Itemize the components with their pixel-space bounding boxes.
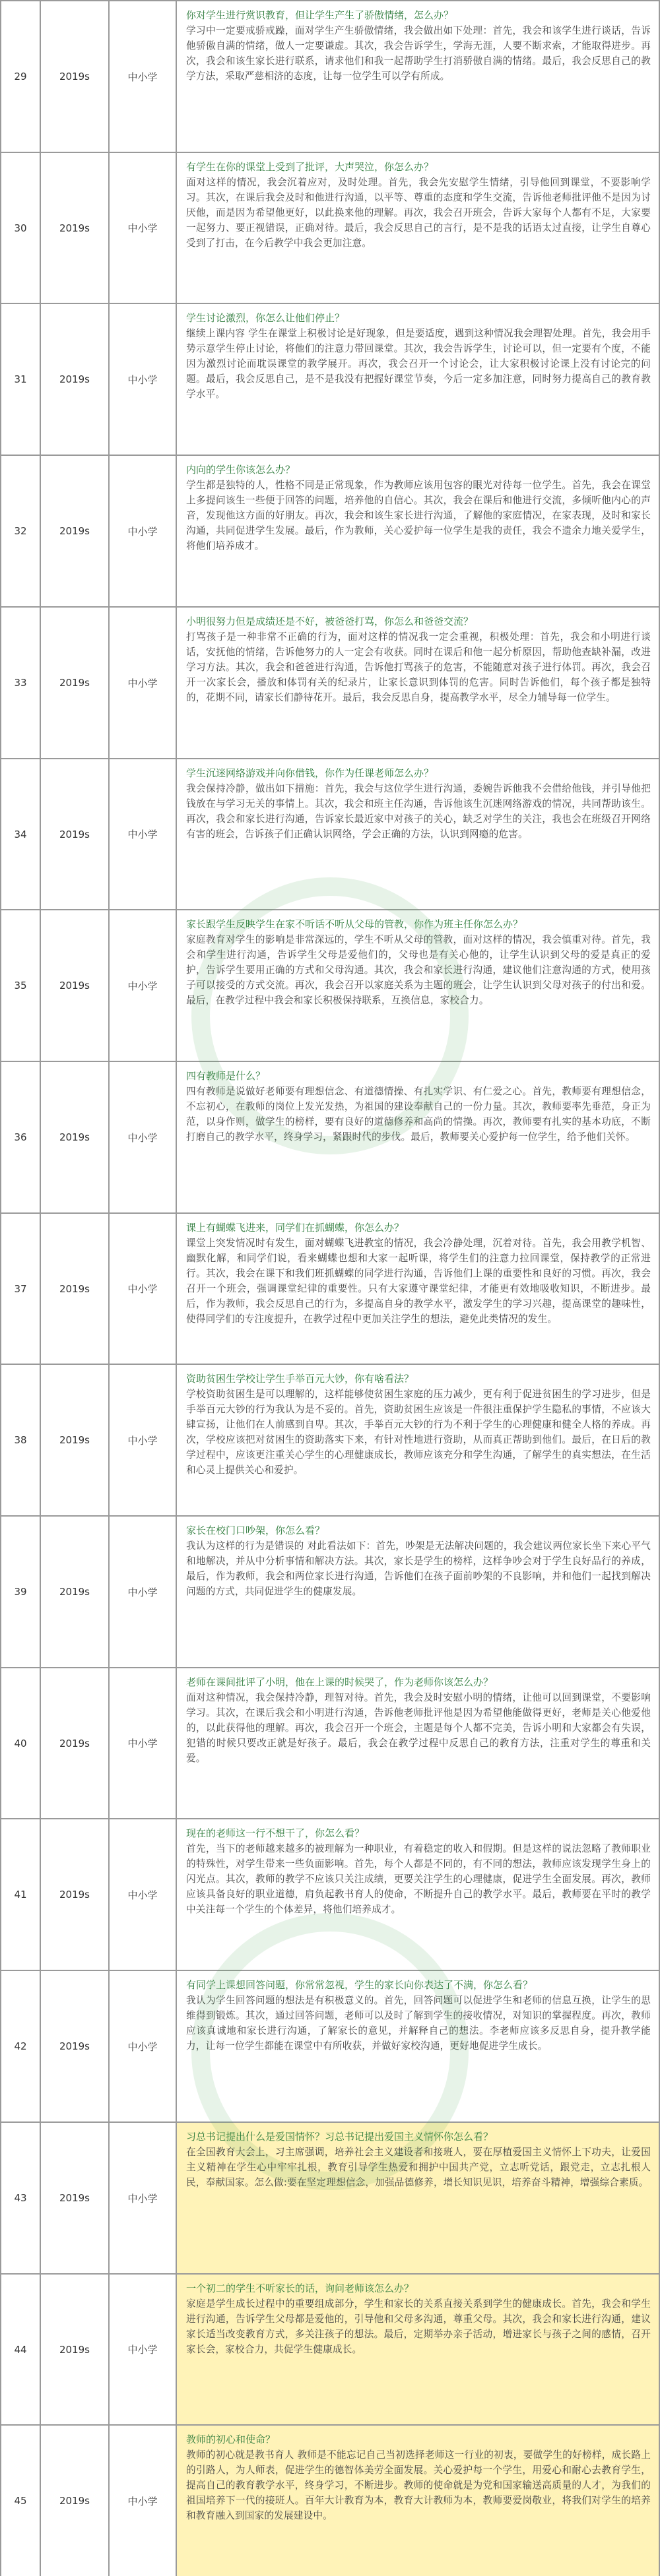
- question-text: 有同学上课想回答问题，你常常忽视，学生的家长向你表达了不满，你怎么看？: [186, 1979, 533, 1991]
- row-number: 36: [0, 1062, 41, 1212]
- row-number: 40: [0, 1668, 41, 1818]
- row-year: 2019s: [41, 456, 110, 606]
- question-text: 你对学生进行赏识教育，但让学生产生了骄傲情绪，怎么办？: [186, 9, 454, 21]
- answer-text: 面对这样的情况，我会沉着应对，及时处理。首先，我会先安慰学生情绪，引导他回到课堂，不要影响学习。其次，在课后我会及时和他进行沟通，以平等、尊重的态度和学生交流，告诉他老师批评他不是因为讨厌他，而是因为希望他更好，以此换来他的理解。再次，我会召开班会，告诉大家每个人都有不足，大家要一起努力、要正视错误，正确对待。最后，我会反思自己的言行，是不是我的话语太过直接，让学生自尊心受到了打击，在今后教学中我会更加注意。: [186, 177, 651, 249]
- row-number: 38: [0, 1365, 41, 1515]
- row-year: 2019s: [41, 1365, 110, 1515]
- question-text: 教师的初心和使命？: [186, 2434, 276, 2445]
- answer-text: 家庭是学生成长过程中的重要组成部分，学生和家长的关系直接关系到学生的健康成长。首先，我会和学生进行沟通，告诉学生父母都是爱他的，引导他和父母多沟通，尊重父母。其次，我会和家长进行沟通，建议家长适当改变教育方式，多关注孩子的想法。最后，定期举办亲子活动，增进家长与孩子之间的感情，召开家长会，家校合力，共促学生健康成长。: [186, 2298, 651, 2355]
- question-text: 现在的老师这一行不想干了，你怎么看？: [186, 1827, 365, 1839]
- row-number: 33: [0, 608, 41, 758]
- row-level: 中小学: [110, 2275, 177, 2424]
- table-row: [0, 304, 660, 456]
- question-text: 课上有蝴蝶飞进来，同学们在抓蝴蝶，你怎么办？: [186, 1222, 405, 1234]
- row-number: 31: [0, 304, 41, 455]
- question-text: 家长跟学生反映学生在家不听话不听从父母的管教，你作为班主任你怎么办？: [186, 918, 523, 930]
- row-level: 中小学: [110, 2123, 177, 2273]
- answer-text: 课堂上突发情况时有发生，面对蝴蝶飞进教室的情况，我会冷静处理，沉着对待。首先，我会用教学机智、幽默化解，和同学们说，看来蝴蝶也想和大家一起听课，将学生们的注意力拉回课堂，保持教学的正常进行。其次，我会在课下和我们班抓蝴蝶的同学进行沟通，告诉他们上课的重要性和良好的习惯。再次，我会召开一个班会，强调课堂纪律的重要性。只有大家遵守课堂纪律，才能更有效地吸收知识，不断进步。最后，作为教师，我会反思自己的行为，多提高自身的教学水平，激发学生的学习兴趣，提高课堂的趣味性，使得同学们的专注度提升，在教学过程中更加关注学生的想法，避免此类情况的发生。: [186, 1238, 651, 1325]
- row-level: 中小学: [110, 1062, 177, 1212]
- row-year: 2019s: [41, 759, 110, 909]
- table-row: [0, 2275, 660, 2426]
- row-number: 39: [0, 1517, 41, 1667]
- question-text: 学生沉迷网络游戏并向你借钱，你作为任课老师怎么办？: [186, 767, 434, 779]
- question-text: 学生讨论激烈，你怎么让他们停止？: [186, 312, 345, 324]
- row-year: 2019s: [41, 304, 110, 455]
- table-row: [0, 1971, 660, 2123]
- answer-text: 学习中一定要戒骄戒躁，面对学生产生骄傲情绪，我会做出如下处理：首先，我会和该学生进行谈话，告诉他骄傲自满的情绪，做人一定要谦虚。其次，我会告诉学生，学海无涯，人要不断求索，才能取得进步。再次，我会和该生家长进行联系，请求他们和我一起帮助学生打消骄傲自满的情绪。最后，我会反思自己的教学方法，采取严慈相济的态度，让每一位学生可以学有所成。: [186, 25, 651, 82]
- row-content: [177, 608, 660, 758]
- row-level: 中小学: [110, 304, 177, 455]
- row-content: [177, 1668, 660, 1818]
- row-content: [177, 1819, 660, 1970]
- row-year: 2019s: [41, 910, 110, 1061]
- table-row: [0, 1214, 660, 1365]
- row-level: 中小学: [110, 910, 177, 1061]
- row-content: [177, 1062, 660, 1212]
- table-row: [0, 759, 660, 910]
- table-row: [0, 153, 660, 304]
- row-content: [177, 1, 660, 152]
- row-level: 中小学: [110, 1, 177, 152]
- row-level: 中小学: [110, 608, 177, 758]
- answer-text: 家庭教育对学生的影响是非常深远的，学生不听从父母的管教，面对这样的情况，我会慎重对待。首先，我会和学生进行沟通，告诉学生父母是爱他们的，父母也是有关心他的，让学生认识到父母的爱是真正的爱护，告诉学生要用正确的方式和父母沟通。其次，我会和家长进行沟通，建议他们注意沟通的方式，使用孩子可以接受的方式交流。再次，我会召开以家庭关系为主题的班会，让学生认识到父母对孩子的付出和爱。最后，在教学过程中我会和家长积极保持联系，互换信息，家校合力。: [186, 934, 651, 1006]
- row-number: 45: [0, 2426, 41, 2576]
- table-row: [0, 1, 660, 153]
- table-row: [0, 2123, 660, 2275]
- answer-text: 学生都是独特的人，性格不同是正常现象，作为教师应该用包容的眼光对待每一位学生。首先，我会在课堂上多提问该生一些便于回答的问题，培养他的自信心。其次，我会在课后和他进行交流，多倾听他内心的声音，发现他这方面的好朋友。再次，我会和该生家长进行沟通，了解他的家庭情况，在家表现，及时和家长沟通，共同促进学生发展。最后，作为教师，关心爱护每一位学生是我的责任，我会不遗余力地关爱学生，将他们培养成才。: [186, 480, 651, 551]
- answer-text: 继续上课内容 学生在课堂上积极讨论是好现象，但是要适度，遇到这种情况我会理智处理。首先，我会用手势示意学生停止讨论，将他们的注意力带回课堂。其次，我会告诉学生，讨论可以，但一定要有个度，不能因为激烈讨论而耽误课堂的教学展开。再次，我会召开一个讨论会，让大家积极讨论课上没有讨论完的问题。最后，我会反思自己，是不是我没有把握好课堂节奏，今后一定多加注意，同时努力提高自己的教育教学水平。: [186, 328, 651, 400]
- answer-text: 我会保持冷静，做出如下措施：首先，我会与这位学生进行沟通，委婉告诉他我不会借给他钱，并引导他把钱放在与学习无关的事情上。其次，我会和班主任沟通，告诉他该生沉迷网络游戏的情况，共同帮助该生。再次，我会和家长进行沟通，告诉家长最近家中对孩子的关心，缺乏对学生的关注，我也会在班级召开网络有害的班会，告诉孩子们正确认识网络，学会正确的方法，认识到网瘾的危害。: [186, 783, 651, 840]
- row-number: 37: [0, 1214, 41, 1364]
- answer-text: 我认为这样的行为是错误的 对此看法如下：首先，吵架是无法解决问题的，我会建议两位家长坐下来心平气和地解决，并从中分析事情和解决方法。其次，家长是学生的榜样，这样争吵会对于学生良好品行的养成，最后，作为教师，我会和两位家长进行沟通，告诉他们在孩子面前吵架的不良影响，并和他们一起找到解决问题的方式，共同促进学生的健康发展。: [186, 1540, 651, 1597]
- row-level: 中小学: [110, 1214, 177, 1364]
- row-content: [177, 910, 660, 1061]
- table-row: [0, 1819, 660, 1971]
- question-text: 一个初二的学生不听家长的话，询问老师该怎么办？: [186, 2282, 414, 2294]
- row-level: 中小学: [110, 456, 177, 606]
- answer-text: 四有教师是说做好老师要有理想信念、有道德情操、有扎实学识、有仁爱之心。首先，教师要有理想信念，不忘初心，在教师的岗位上发光发热，为祖国的建设奉献自己的一份力量。其次，教师要率先垂范，身正为范，以身作则，做学生的榜样，要有良好的道德修养和高尚的情操。再次，教师要有扎实的基本功底，不断打磨自己的教学水平，终身学习，紧跟时代的步伐。最后，教师要关心爱护每一位学生，给予他们关怀。: [186, 1086, 651, 1143]
- row-number: 35: [0, 910, 41, 1061]
- table-row: [0, 1062, 660, 1214]
- question-text: 家长在校门口吵架，你怎么看？: [186, 1524, 325, 1536]
- row-content: [177, 1365, 660, 1515]
- row-level: 中小学: [110, 1668, 177, 1818]
- row-number: 44: [0, 2275, 41, 2424]
- row-number: 41: [0, 1819, 41, 1970]
- answer-text: 学校资助贫困生是可以理解的，这样能够使贫困生家庭的压力减少，更有利于促进贫困生的学习进步，但是手举百元大钞的行为我认为是不妥的。首先，资助贫困生应该是一件很注重保护学生隐私的事情，不应该大肆宣扬，让他们在人前感到自卑。其次，手举百元大钞的行为不利于学生的心理健康和健全人格的养成。再次，学校应该把对贫困生的资助落实下来，有针对性地进行资助，从而真正帮助到他们。最后，在日后的教学过程中，应该更注重关心学生的心理健康成长，教师应该充分和学生沟通，了解学生的真实想法，在生活和心灵上提供关心和爱护。: [186, 1389, 651, 1476]
- question-text: 四有教师是什么？: [186, 1070, 266, 1082]
- row-content: [177, 2275, 660, 2424]
- table-row: [0, 456, 660, 608]
- row-year: 2019s: [41, 1668, 110, 1818]
- row-year: 2019s: [41, 153, 110, 303]
- row-content: [177, 304, 660, 455]
- answer-text: 面对这种情况，我会保持冷静，理智对待。首先，我会及时安慰小明的情绪，让他可以回到课堂，不要影响学习。其次，在课后我会和小明进行沟通，告诉他老师批评他是因为希望他能做得更好，老师是关心他爱他的，以此获得他的理解。再次，我会召开一个班会，主题是每个人都不完美，告诉小明和大家都会有失误，犯错的时候只要改正就是好孩子。最后，我会在教学过程中反思自己的教育方法，注重对学生的尊重和关爱。: [186, 1692, 651, 1764]
- row-year: 2019s: [41, 1214, 110, 1364]
- row-level: 中小学: [110, 1517, 177, 1667]
- question-text: 资助贫困生学校让学生手举百元大钞，你有啥看法？: [186, 1373, 414, 1385]
- row-number: 30: [0, 153, 41, 303]
- row-content: [177, 153, 660, 303]
- row-year: 2019s: [41, 2123, 110, 2273]
- answer-text: 首先，当下的老师越来越多的被理解为一种职业，有着稳定的收入和假期。但是这样的说法忽略了教师职业的特殊性，对学生带来一些负面影响。首先，每个人都是不同的，有不同的想法，教师应该发现学生身上的闪光点。其次，教师的教学不应该只关注成绩，更要关注学生的心理健康，促进学生全面发展。再次，教师应该具备良好的职业道德，肩负起教书育人的使命，不断提升自己的教学水平。最后，教师要在平时的教学中关注每一个学生的个体差异，将他们培养成才。: [186, 1843, 651, 1915]
- question-text: 有学生在你的课堂上受到了批评，大声哭泣，你怎么办？: [186, 161, 434, 173]
- row-year: 2019s: [41, 1517, 110, 1667]
- row-level: 中小学: [110, 153, 177, 303]
- table-row: [0, 910, 660, 1062]
- row-level: 中小学: [110, 2426, 177, 2576]
- row-year: 2019s: [41, 1819, 110, 1970]
- answer-text: 打骂孩子是一种非常不正确的行为，面对这样的情况我一定会重视，积极处理：首先，我会和小明进行谈话，安抚他的情绪，告诉他努力的人一定会有收获。同时在课后和他一起分析原因，帮助他查缺补漏，改进学习方法。其次，我会和爸爸进行沟通，告诉他打骂孩子的危害，不能随意对孩子进行体罚。再次，我会召开一次家长会，播放和体罚有关的纪录片，让家长意识到体罚的危害。同时告诉他们，每个孩子都是独特的，花期不同，请家长们静待花开。最后，我会反思自身，提高教学水平，尽全力辅导每一位学生。: [186, 631, 651, 703]
- answer-text: 在全国教育大会上，习主席强调，培养社会主义建设者和接班人，要在厚植爱国主义情怀上下功夫，让爱国主义精神在学生心中牢牢扎根，教育引导学生热爱和拥护中国共产党，立志听党话，跟党走，立志扎根人民，奉献国家。怎么做:要在坚定理想信念，加强品德修养，增长知识见识，培养奋斗精神，增强综合素质。: [186, 2147, 651, 2188]
- row-number: 32: [0, 456, 41, 606]
- row-number: 43: [0, 2123, 41, 2273]
- row-year: 2019s: [41, 1971, 110, 2121]
- table-row: [0, 608, 660, 759]
- row-content: [177, 1517, 660, 1667]
- row-year: 2019s: [41, 2426, 110, 2576]
- row-content: [177, 2426, 660, 2576]
- table-row: [0, 1668, 660, 1819]
- answer-text: 我认为学生回答问题的想法是有积极意义的。首先，回答问题可以促进学生和老师的信息互换，让学生的思维得到锻炼。其次，通过回答问题，老师可以及时了解到学生的接收情况，对知识的掌握程度。再次，教师应该真诚地和家长进行沟通，了解家长的意见，并解释自己的想法。李老师应该多反思自身，提升教学能力，让每一位学生都能在课堂中有所收获，并做好家校沟通，更好地促进学生成长。: [186, 1995, 651, 2052]
- row-year: 2019s: [41, 608, 110, 758]
- row-content: [177, 2123, 660, 2273]
- row-number: 29: [0, 1, 41, 152]
- question-text: 老师在课间批评了小明，他在上课的时候哭了，作为老师你该怎么办？: [186, 1676, 494, 1688]
- row-number: 34: [0, 759, 41, 909]
- row-level: 中小学: [110, 1819, 177, 1970]
- row-content: [177, 1214, 660, 1364]
- row-level: 中小学: [110, 759, 177, 909]
- row-content: [177, 759, 660, 909]
- row-content: [177, 456, 660, 606]
- question-text: 小明很努力但是成绩还是不好，被爸爸打骂，你怎么和爸爸交流？: [186, 615, 474, 627]
- question-text: 习总书记提出什么是爱国情怀？习总书记提出爱国主义情怀你怎么看？: [186, 2131, 494, 2143]
- answer-text: 教师的初心就是教书育人 教师是不能忘记自己当初选择老师这一行业的初衷，要做学生的好榜样，成长路上的引路人，为人师表，促进学生的德智体美劳全面发展。关心爱护每一个学生，用爱心和耐心去教育学生，提高自己的教育教学水平，终身学习，不断进步。教师的使命就是为党和国家输送高质量的人才，为我们的祖国培养下一代的接班人。百年大计教育为本，教育大计教师为本，教师要爱岗敬业，将我们对学生的培养和教育融入到国家的发展建设中。: [186, 2449, 651, 2521]
- row-level: 中小学: [110, 1365, 177, 1515]
- table-row: [0, 1365, 660, 1517]
- row-year: 2019s: [41, 1, 110, 152]
- question-text: 内向的学生你该怎么办？: [186, 464, 296, 476]
- table-row: [0, 2426, 660, 2576]
- row-number: 42: [0, 1971, 41, 2121]
- row-level: 中小学: [110, 1971, 177, 2121]
- row-content: [177, 1971, 660, 2121]
- row-year: 2019s: [41, 1062, 110, 1212]
- table-row: [0, 1517, 660, 1668]
- row-year: 2019s: [41, 2275, 110, 2424]
